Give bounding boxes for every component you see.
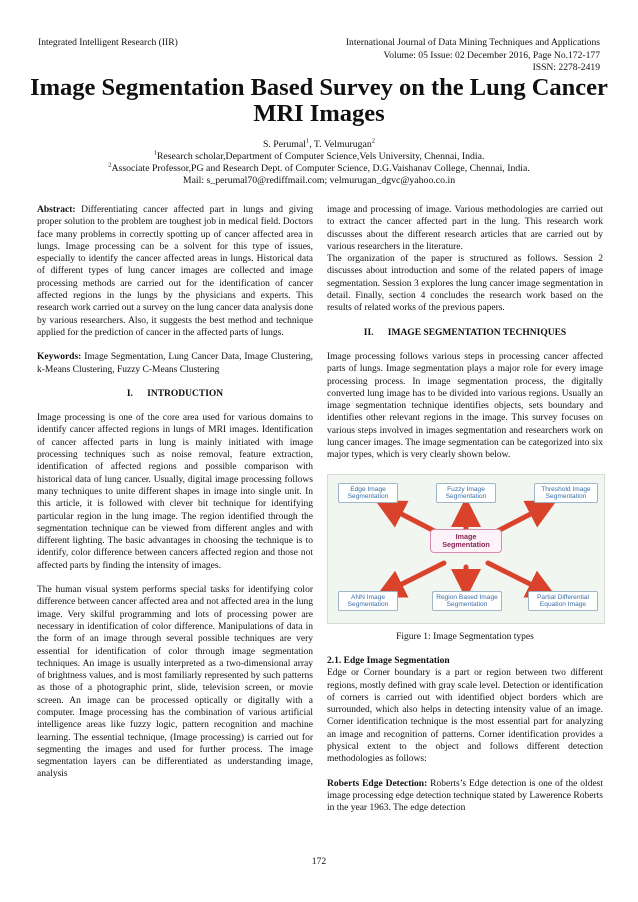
author-block (30, 139, 608, 187)
left-column (37, 204, 313, 781)
abstract (37, 204, 313, 339)
section-heading-segmentation: II. IMAGE SEGMENTATION TECHNIQUES (363, 327, 567, 338)
affiliation-2: $^2$Associate Professor,PG and Research Dept. of Computer Science, D.G.Vaishanav College, Chennai, India. (108, 161, 530, 174)
paragraph-roberts: Roberts Edge Detection: Roberts’s Edge detection is one of the oldest image processing edge detection technique stated by Lawerence Roberts in the year 1963. The edge detection (327, 778, 603, 814)
fig-center-box: Image Segmentation (430, 529, 502, 553)
roberts-label: Roberts Edge Detection: (327, 778, 428, 789)
author-2: T. Velmurugan (313, 139, 372, 150)
journal-publisher: Integrated Intelligent Research (IIR) (38, 37, 178, 48)
keywords-text: Image Segmentation, Lung Cancer Data, Image Clustering, k-Means Clustering, Fuzzy C-Means Clustering (37, 352, 313, 375)
paragraph: The organization of the paper is structured as follows. Session 2 discusses about introduction and some of the related papers of image segmentation. Session 3 explores the lung cancer image segmentation in detail. Finally, section 4 concludes the research work based on the results of related works of the previous papers. (327, 254, 603, 314)
journal-issn: ISSN: 2278-2419 (532, 62, 600, 73)
fig-region-box: Region Based Image Segmentation (432, 591, 502, 611)
fig-edge-box: Edge Image Segmentation (338, 483, 398, 503)
arrow-to-pde (488, 563, 548, 593)
figure-caption: Figure 1: Image Segmentation types (396, 631, 534, 642)
subsection-heading-edge: 2.1. Edge Image Segmentation (327, 655, 450, 666)
fig-fuzzy-box: Fuzzy Image Segmentation (436, 483, 496, 503)
fig-threshold-box: Threshold Image Segmentation (534, 483, 598, 503)
author-emails: Mail: s_perumal70@rediffmail.com; velmurugan_dgvc@yahoo.co.in (182, 175, 456, 186)
keywords-label: Keywords: (37, 352, 82, 363)
author-1: S. Perumal (262, 139, 306, 150)
journal-volume: Volume: 05 Issue: 02 December 2016, Page No.172-177 (383, 49, 600, 61)
right-column (327, 204, 603, 815)
paragraph: Image processing is one of the core area used for various domains to identify cancer affected regions in lungs of MRI images. Identification of cancer affected parts in lung is mainly initiated with image processing techniques such as noise removal, feature extraction, identification of affected regions and possible comparison with historical data of lung cancer. Usually, digital image processing follows many techniques to unite different shapes in image into single unit. In this article, it is followed with clever bit technique for identifying particular region in the lung image. The region identified through the segmentation technique can be viewed from different angles and with different lighting. The basic advantages in choosing the technique is to identify, color difference between cancers affected region and those not affected parts by finding the intensity of images. (37, 413, 313, 571)
author-names: S. Perumal$^1$, T. Velmurugan$^2$ (262, 137, 376, 150)
abstract-text: Differentiating cancer affected part in lungs and giving proper solution to the problem are toughest job in medical field. Doctors face many problems in correctly spotting up of cancer affected area in lungs. Image processing can be a solvent for this type of issues, especially to identify the cancer affected areas in lungs. Historical data of different types of lung cancer images are collected and image processing methods are carried out for the identification of cancer affected regions in the lungs by the physicians and experts. This research work carried out a survey on the lung cancer data analysis done by various researchers. Also, it suggests the best method and technique applied for the prediction of cancer in the affected parts of lungs. (37, 205, 313, 338)
running-header-left (38, 37, 178, 50)
paragraph: The human visual system performs special tasks for identifying color difference between cancer affected area and not affected area in the lung image. Very skilful programming and lots of processing power are necessary in identification of color difference. Manipulations of data in the form of an image through several possible techniques are very essential for identification of color through image segmentation techniques. An image is usually interpreted as a two-dimensional array of brightness values, and is most familiarly represented by such patterns as those of a photographic print, slide, television screen, or movie screen. An image can be processed optically or digitally with a computer. Image processing has the combination of various artificial intelligence areas like fuzzy logic, pattern recognition and machine learning. The essential technique, (Image processing) is carried out for segmenting the images and used for further process. The image segmentation layers can be differentiated as understanding image, analysis (37, 585, 313, 780)
page-number: 172 (311, 856, 327, 867)
figure-segmentation-types (327, 474, 605, 624)
paragraph: Image processing follows various steps in processing cancer affected parts of lungs. Image segmentation plays a major role for every image processing process. In image segmentation process, the digitally converted lung image has to be divided into various regions. Usually an image segmentation technique identifies objects, sets boundary and identifies other relevant regions in the image. This survey focuses on various steps involved in images segmentation and researchers work on lung cancer images. The image segmentation can be categorized into six major types, which is very clearly shown below. (327, 351, 603, 461)
running-header-right (346, 37, 600, 75)
affiliation-1: $^1$Research scholar,Department of Computer Science,Vels University, Chennai, India. (153, 149, 485, 162)
paragraph: image and processing of image. Various methodologies are carried out to extract the cancer affected part in the lung. This research work discusses about the different research articles that are carried out by various researchers in the literature. (327, 205, 603, 252)
paper-title: Image Segmentation Based Survey on the Lung Cancer MRI Images (30, 74, 608, 127)
fig-pde-box: Partial Differential Equation Image (528, 591, 598, 611)
paragraph: Edge or Corner boundary is a part or region between two different regions, mostly defined with gray scale level. Detection or identification of corners is carried out with identified object borders which are surrounded, which also helps in detecting intensity value of an image. Corner identification technique is the most essential part for analyzing an image and recognition of patterns. Corner identification provides a physical extent to the object and follows different detection methodologies as follows: (327, 668, 603, 765)
arrow-to-ann (384, 563, 444, 593)
section-heading-introduction: I. INTRODUCTION (126, 388, 224, 399)
journal-name: International Journal of Data Mining Techniques and Applications (345, 37, 600, 48)
abstract-label: Abstract: (37, 205, 76, 215)
fig-ann-box: ANN Image Segmentation (338, 591, 398, 611)
keywords (37, 351, 313, 376)
